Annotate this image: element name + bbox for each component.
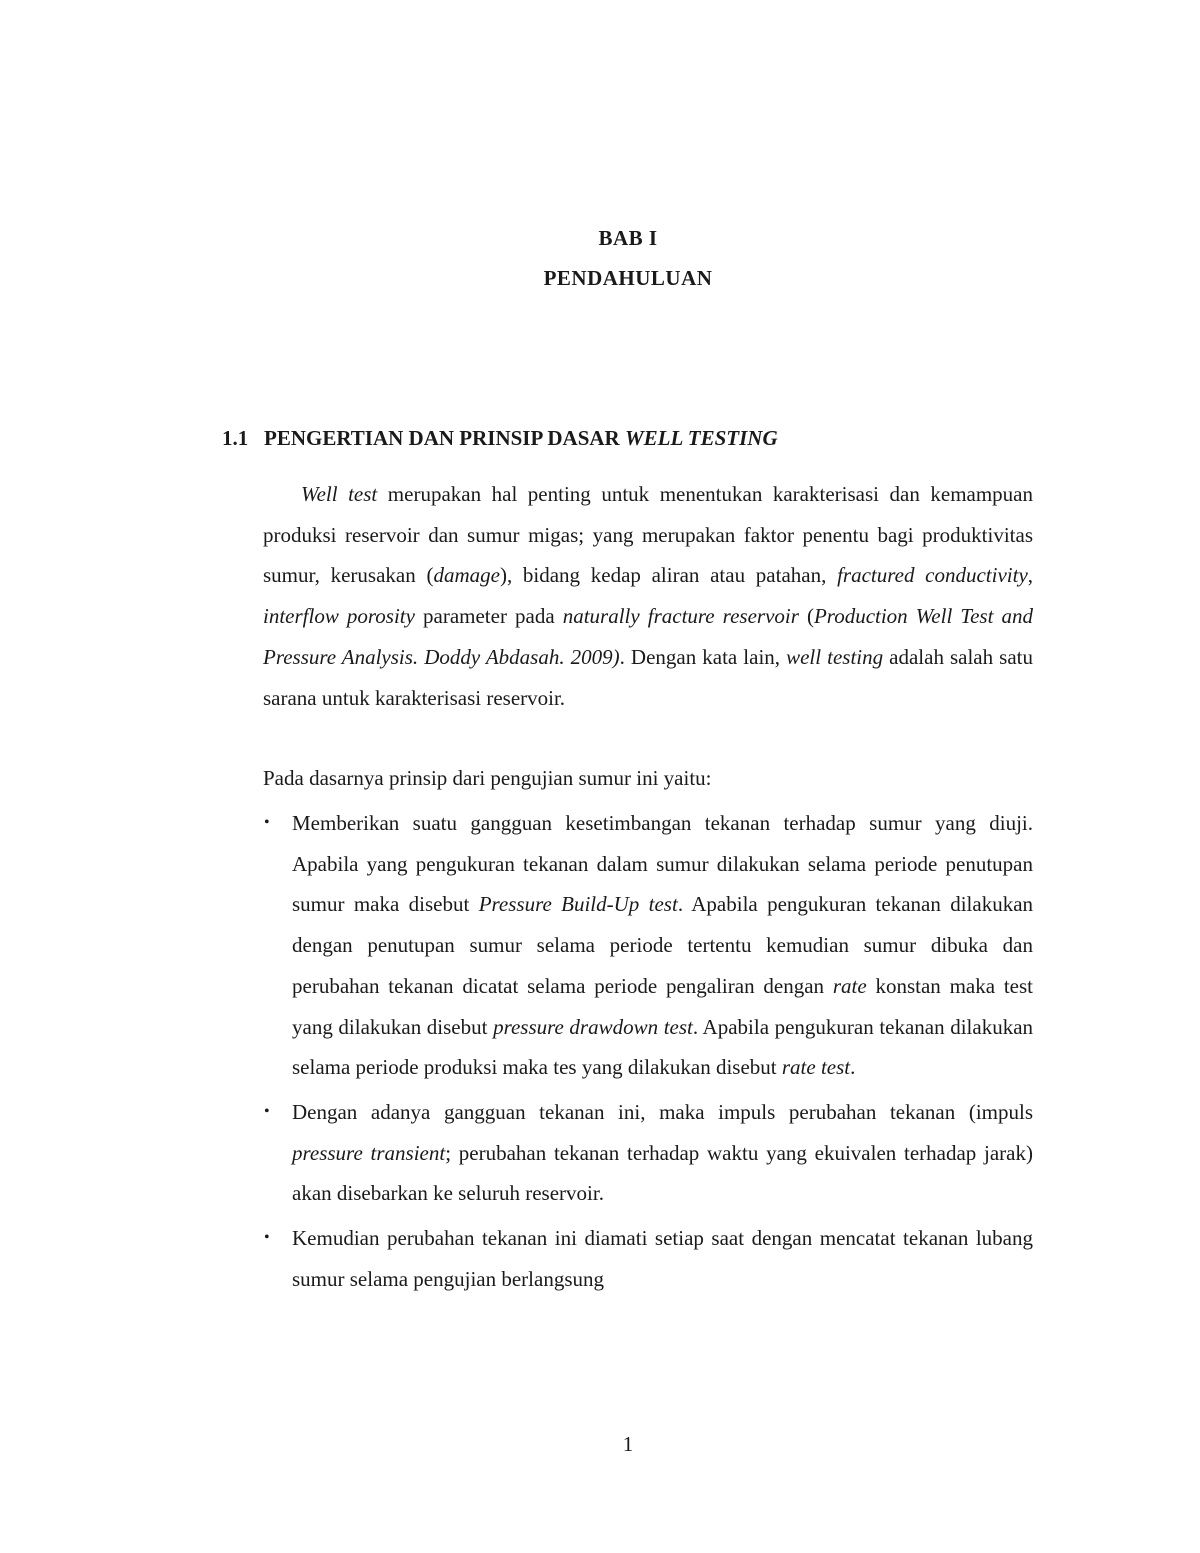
section-number: 1.1	[222, 426, 249, 450]
paragraph-italic-term: interflow porosity	[263, 604, 415, 629]
list-text: Memberikan suatu gangguan kesetimbangan tekanan terhadap sumur yang diuji. Apabila yang pengukuran tekanan dalam sumur dilakukan selama periode penutupan sumur maka disebut	[292, 811, 1033, 917]
bullet-icon: •	[264, 1229, 270, 1247]
section-title-plain: PENGERTIAN DAN PRINSIP DASAR	[264, 426, 625, 450]
paragraph-text: . Dengan kata lain,	[619, 644, 787, 669]
list-text: ; perubahan tekanan terhadap waktu yang ekuivalen terhadap jarak) akan disebarkan ke seluruh reservoir.	[292, 1140, 1033, 1206]
paragraph-principle-intro: Pada dasarnya prinsip dari pengujian sumur ini yaitu:	[263, 766, 712, 790]
list-item	[263, 1218, 1033, 1299]
paragraph-italic-term: well testing	[786, 644, 884, 669]
list-item	[263, 1092, 1033, 1214]
paragraph-italic-term: damage	[433, 563, 500, 588]
list-text: Dengan adanya gangguan tekanan ini, maka impuls perubahan tekanan (impuls	[292, 1099, 1033, 1124]
paragraph-text: merupakan hal penting untuk menentukan karakterisasi dan kemampuan produksi reservoir dan sumur migas; yang merupakan faktor penentu bagi produktivitas sumur, kerusakan (	[263, 482, 1034, 588]
list-text: .	[850, 1055, 856, 1080]
chapter-title: PENDAHULUAN	[543, 266, 713, 290]
list-italic-term: rate test	[781, 1055, 851, 1080]
section-title-italic: WELL TESTING	[624, 426, 778, 450]
paragraph-italic-term: fractured conductivity	[837, 563, 1028, 588]
paragraph-text: adalah salah satu sarana untuk karakterisasi reservoir.	[263, 644, 1033, 710]
list-italic-term: pressure transient	[292, 1140, 446, 1165]
list-italic-term: rate	[832, 973, 867, 998]
bullet-icon: •	[264, 814, 270, 831]
list-text: Kemudian perubahan tekanan ini diamati setiap saat dengan mencatat tekanan lubang sumur selama pengujian berlangsung	[292, 1226, 1033, 1291]
principle-list	[263, 803, 1033, 1303]
bullet-icon: •	[264, 1102, 270, 1120]
paragraph-text: parameter pada	[414, 604, 563, 629]
paragraph-text: ), bidang kedap aliran atau patahan,	[499, 563, 838, 588]
paragraph-italic-term: Well test	[301, 482, 378, 506]
paragraph-text: ,	[1027, 563, 1034, 588]
paragraph-citation: Production Well Test and Pressure Analysis. Doddy Abdasah. 2009)	[263, 604, 1033, 669]
page-number: 1	[622, 1432, 634, 1456]
paragraph-italic-term: naturally fracture reservoir	[562, 604, 799, 629]
paragraph-text: (	[798, 604, 814, 629]
list-italic-term: pressure drawdown test	[493, 1014, 693, 1039]
list-text: konstan maka test yang dilakukan disebut	[292, 973, 1034, 1039]
paragraph-well-test	[263, 474, 1033, 718]
list-text: . Apabila pengukuran tekanan dilakukan selama periode produksi maka tes yang dilakukan disebut	[292, 1014, 1034, 1080]
list-item	[263, 803, 1033, 1088]
section-heading	[222, 426, 778, 451]
list-italic-term: Pressure Build-Up test	[478, 892, 678, 917]
chapter-number: BAB I	[598, 226, 658, 250]
list-text: . Apabila pengukuran tekanan dilakukan dengan penutupan sumur selama periode tertentu kemudian sumur dibuka dan perubahan tekanan dicatat selama periode pengaliran dengan	[292, 892, 1034, 998]
